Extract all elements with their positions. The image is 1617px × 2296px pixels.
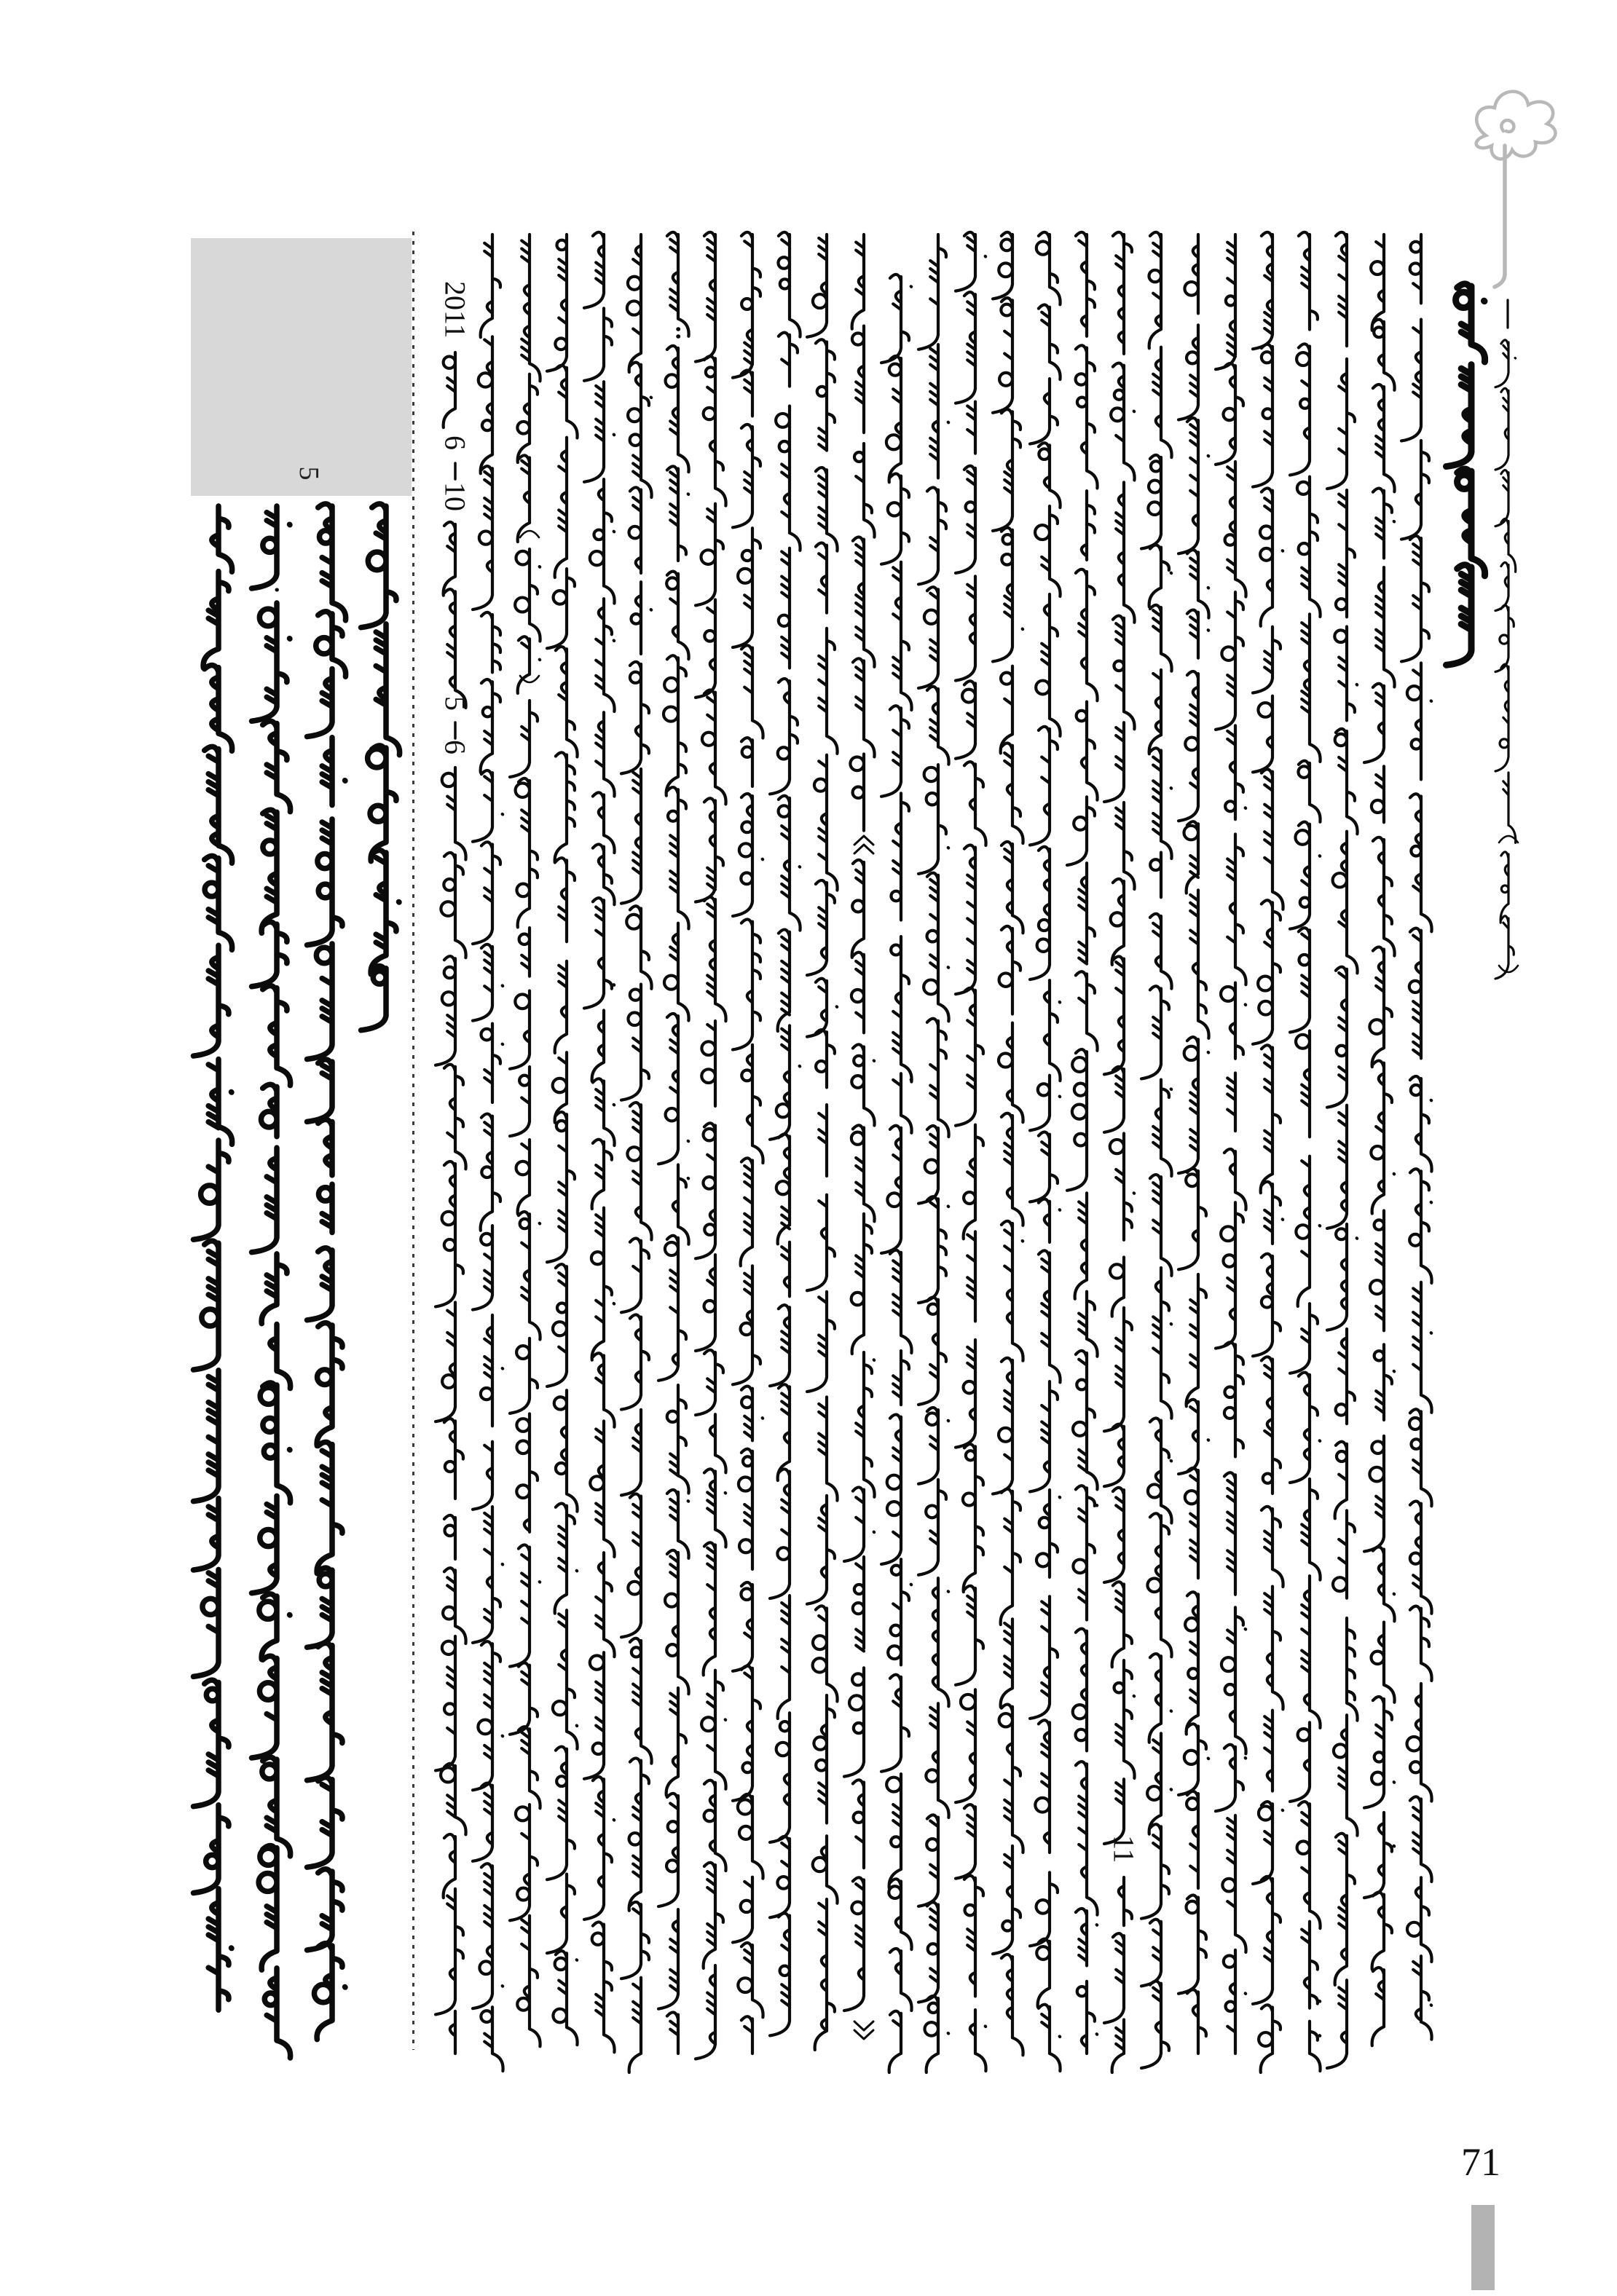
body-column bbox=[881, 275, 912, 2072]
body-column bbox=[993, 232, 1023, 2055]
body-column bbox=[956, 232, 986, 2071]
body-column bbox=[807, 234, 838, 2050]
page-edge-tab bbox=[1471, 2205, 1495, 2290]
body-column bbox=[1104, 232, 1141, 2072]
section-divider-dashed-line bbox=[412, 232, 414, 2050]
body-column bbox=[1327, 232, 1358, 2068]
ornament-inner-curl bbox=[1501, 120, 1514, 132]
body-column bbox=[1401, 234, 1432, 2040]
article-title-column bbox=[1447, 284, 1485, 665]
page-number: 71 bbox=[1461, 2140, 1500, 2184]
inline-number: 6 bbox=[438, 435, 472, 450]
ornament-swirl bbox=[1476, 92, 1556, 159]
inline-number: 2011 bbox=[438, 281, 472, 339]
body-column bbox=[1179, 234, 1209, 2054]
body-column bbox=[510, 234, 540, 2046]
body-column bbox=[1030, 232, 1061, 2071]
title-ornament-icon bbox=[1442, 87, 1573, 299]
body-column bbox=[621, 234, 652, 2072]
body-column bbox=[770, 232, 800, 2036]
quote-open-mark bbox=[854, 836, 873, 853]
article-subtitle-column bbox=[1495, 340, 1518, 979]
abstract-column bbox=[361, 504, 400, 1030]
body-column bbox=[733, 232, 763, 2054]
ornament-stem bbox=[1495, 146, 1505, 287]
body-column bbox=[844, 234, 875, 2039]
inline-number: 5 bbox=[438, 696, 472, 711]
paren-open-mark bbox=[520, 531, 539, 537]
body-column bbox=[1290, 232, 1321, 2071]
body-column bbox=[436, 281, 472, 2054]
body-column bbox=[1067, 232, 1098, 2054]
body-column bbox=[584, 232, 615, 2052]
inline-number: 6 bbox=[438, 740, 472, 754]
body-column bbox=[658, 232, 689, 2054]
abstract-column bbox=[252, 506, 291, 2058]
abstract-column bbox=[194, 506, 232, 2010]
body-column bbox=[1253, 232, 1283, 2072]
quote-close-mark bbox=[854, 2021, 873, 2039]
body-column bbox=[1141, 232, 1172, 2068]
body-column bbox=[547, 234, 578, 2045]
masthead-issue-number: 5 bbox=[294, 466, 324, 481]
body-column bbox=[696, 232, 726, 2059]
body-column bbox=[918, 234, 949, 2072]
body-column bbox=[1364, 234, 1395, 2046]
body-column bbox=[1216, 234, 1246, 2054]
inline-number: 10 bbox=[438, 482, 472, 511]
inline-number: 11 bbox=[1107, 1835, 1141, 1863]
body-column bbox=[473, 234, 503, 2071]
abstract-column bbox=[307, 504, 346, 2040]
